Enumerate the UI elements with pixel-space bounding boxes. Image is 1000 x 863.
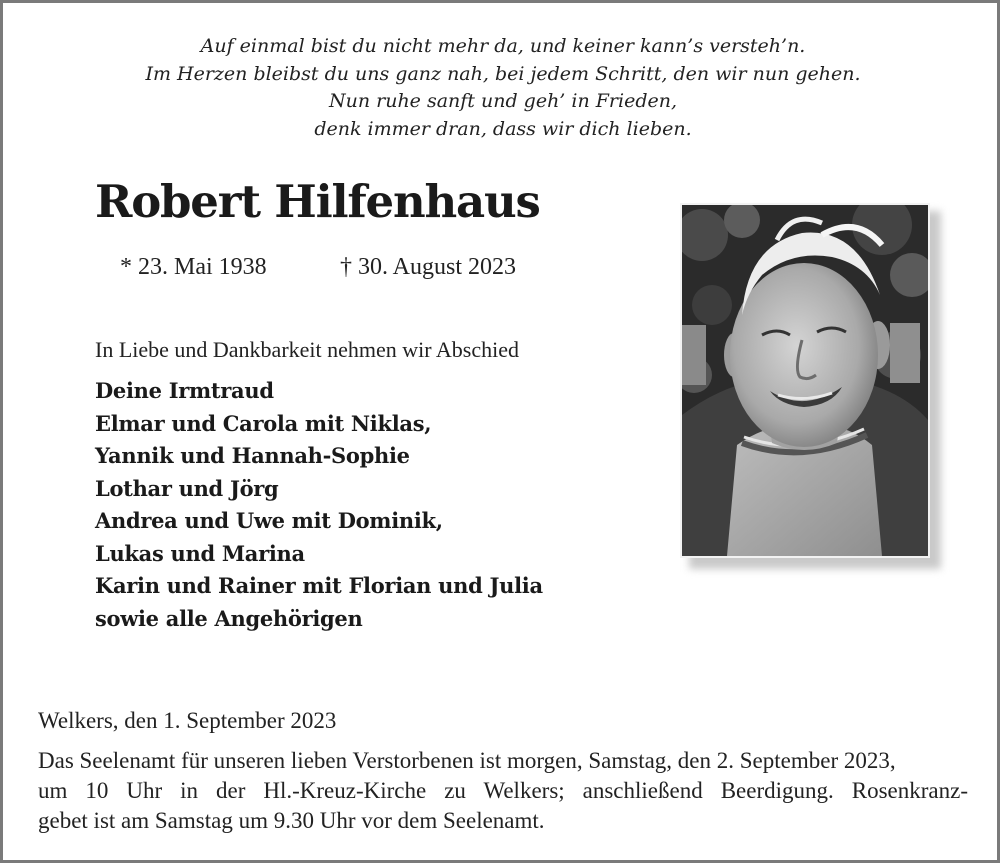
mourner-line: Deine Irmtraud — [95, 378, 274, 403]
mourner-line: Lothar und Jörg — [95, 475, 279, 501]
mourner-line: Andrea und Uwe mit Dominik, — [95, 508, 443, 533]
deceased-name: Robert Hilfenhaus — [95, 175, 540, 228]
mourners-list — [95, 375, 543, 635]
mourner-line: sowie alle Angehörigen — [95, 605, 363, 631]
birth-date: 23. Mai 1938 — [138, 254, 267, 280]
mourner-line: Karin und Rainer mit Florian und Julia — [95, 573, 543, 598]
mourner-line: Yannik und Hannah-Sophie — [95, 443, 410, 468]
mourner-line: Lukas und Marina — [95, 540, 305, 566]
death-cross-symbol: † — [340, 254, 352, 280]
memorial-poem — [3, 33, 1000, 143]
portrait-photo — [680, 203, 930, 558]
notice-line: gebet ist am Samstag um 9.30 Uhr vor dem Seelenamt. — [38, 808, 545, 833]
poem-line: Im Herzen bleibst du uns ganz nah, bei jedem Schritt, den wir nun gehen. — [145, 62, 861, 85]
poem-line: Nun ruhe sanft und geh’ in Frieden, — [328, 90, 678, 112]
birth-date-line — [120, 254, 267, 281]
notice-line: um 10 Uhr in der Hl.-Kreuz-Kirche zu Welkers; anschließend Beerdigung. Rosenkranz- — [38, 778, 968, 803]
farewell-intro: In Liebe und Dankbarkeit nehmen wir Abschied — [95, 337, 519, 362]
birth-symbol: * — [120, 254, 132, 280]
portrait-image — [682, 205, 928, 556]
death-date-line — [340, 254, 516, 281]
service-notice — [38, 746, 968, 836]
notice-line: Das Seelenamt für unseren lieben Verstorbenen ist morgen, Samstag, den 2. September 2023, — [38, 748, 896, 773]
death-date: 30. August 2023 — [358, 254, 517, 280]
place-and-date: Welkers, den 1. September 2023 — [38, 708, 337, 733]
poem-line: denk immer dran, dass wir dich lieben. — [314, 117, 692, 140]
poem-line: Auf einmal bist du nicht mehr da, und keiner kann’s versteh’n. — [200, 35, 806, 57]
mourner-line: Elmar und Carola mit Niklas, — [95, 410, 432, 436]
